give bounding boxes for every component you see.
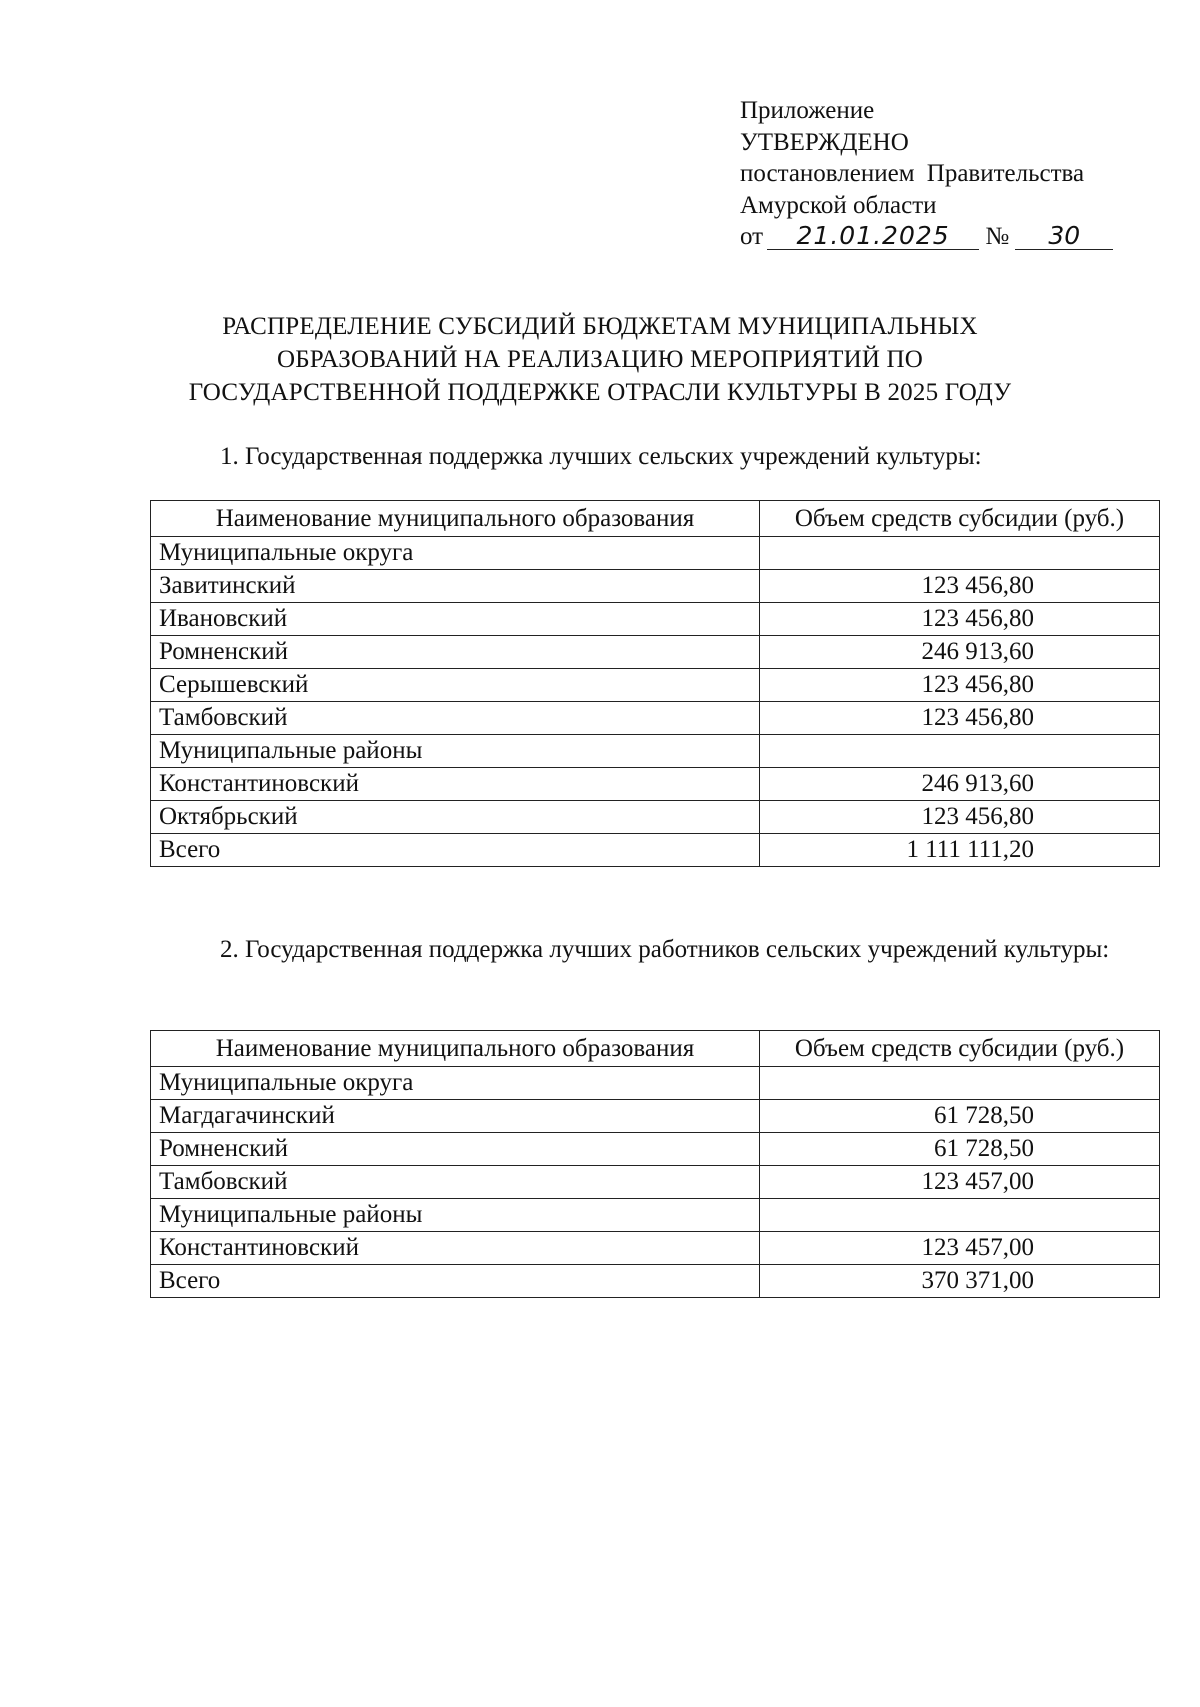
table-row [151, 603, 1160, 636]
table-row [151, 1232, 1160, 1265]
row-name: Магдагачинский [151, 1100, 760, 1133]
row-name: Всего [151, 1265, 760, 1298]
row-name: Константиновский [151, 768, 760, 801]
row-amount [760, 735, 1160, 768]
table-row [151, 1067, 1160, 1100]
row-name: Тамбовский [151, 1166, 760, 1199]
table-total-row [151, 834, 1160, 867]
table-header-row [151, 1031, 1160, 1067]
approval-date-line [740, 221, 1160, 253]
row-amount: 123 456,80 [760, 702, 1160, 735]
row-amount: 123 456,80 [760, 669, 1160, 702]
approval-block [740, 95, 1160, 253]
handwritten-number: 30 [1015, 223, 1113, 250]
row-amount: 123 457,00 [760, 1166, 1160, 1199]
approval-region-label: Амурской области [740, 191, 937, 219]
table-row [151, 1199, 1160, 1232]
section-1-heading [150, 441, 1160, 472]
section-2-heading-text: 2. Государственная поддержка лучших работников сельских учреждений культуры: [220, 936, 1110, 963]
table-header-row [151, 501, 1160, 537]
table-row [151, 570, 1160, 603]
row-name: Ивановский [151, 603, 760, 636]
title-line-1: РАСПРЕДЕЛЕНИЕ СУБСИДИЙ БЮДЖЕТАМ МУНИЦИПАЛЬНЫХ [222, 313, 978, 340]
approval-resolution-label: постановлением Правительства [740, 160, 1085, 187]
row-name: Муниципальные округа [151, 1067, 760, 1100]
row-amount [760, 1199, 1160, 1232]
table-row [151, 1100, 1160, 1133]
row-amount [760, 1067, 1160, 1100]
row-amount: 123 456,80 [760, 603, 1160, 636]
row-name: Тамбовский [151, 702, 760, 735]
section-1-table [150, 500, 1160, 867]
table-row [151, 636, 1160, 669]
document-title [100, 310, 1100, 409]
row-amount: 61 728,50 [760, 1100, 1160, 1133]
row-name: Ромненский [151, 636, 760, 669]
row-name: Муниципальные районы [151, 735, 760, 768]
header-amount: Объем средств субсидии (руб.) [760, 501, 1160, 537]
approval-approved-label: УТВЕРЖДЕНО [740, 128, 909, 156]
section-1-heading-text: 1. Государственная поддержка лучших сельских учреждений культуры: [220, 443, 982, 470]
row-amount: 123 457,00 [760, 1232, 1160, 1265]
row-name: Октябрьский [151, 801, 760, 834]
section-2-heading [150, 934, 1160, 965]
table-row [151, 669, 1160, 702]
row-name: Завитинский [151, 570, 760, 603]
row-amount: 370 371,00 [760, 1265, 1160, 1298]
table-row [151, 1166, 1160, 1199]
row-name: Серышевский [151, 669, 760, 702]
handwritten-date: 21.01.2025 [767, 223, 979, 250]
date-prefix: от [740, 223, 764, 250]
row-name: Константиновский [151, 1232, 760, 1265]
table-row [151, 801, 1160, 834]
table-row [151, 768, 1160, 801]
row-name: Муниципальные округа [151, 537, 760, 570]
title-line-2: ОБРАЗОВАНИЙ НА РЕАЛИЗАЦИЮ МЕРОПРИЯТИЙ ПО [276, 346, 924, 373]
number-prefix: № [985, 223, 1010, 250]
header-name: Наименование муниципального образования [151, 501, 760, 537]
row-amount: 246 913,60 [760, 768, 1160, 801]
row-amount: 246 913,60 [760, 636, 1160, 669]
table-row [151, 702, 1160, 735]
section-2-table [150, 1030, 1160, 1298]
row-amount: 123 456,80 [760, 570, 1160, 603]
row-amount: 123 456,80 [760, 801, 1160, 834]
row-name: Муниципальные районы [151, 1199, 760, 1232]
header-amount: Объем средств субсидии (руб.) [760, 1031, 1160, 1067]
approval-appendix-label: Приложение [740, 97, 875, 124]
row-name: Всего [151, 834, 760, 867]
table-row [151, 537, 1160, 570]
row-amount: 1 111 111,20 [760, 834, 1160, 867]
title-line-3: ГОСУДАРСТВЕННОЙ ПОДДЕРЖКЕ ОТРАСЛИ КУЛЬТУРЫ В 2025 ГОДУ [188, 379, 1012, 406]
header-name: Наименование муниципального образования [151, 1031, 760, 1067]
table-row [151, 735, 1160, 768]
row-name: Ромненский [151, 1133, 760, 1166]
row-amount: 61 728,50 [760, 1133, 1160, 1166]
table-total-row [151, 1265, 1160, 1298]
row-amount [760, 537, 1160, 570]
table-row [151, 1133, 1160, 1166]
